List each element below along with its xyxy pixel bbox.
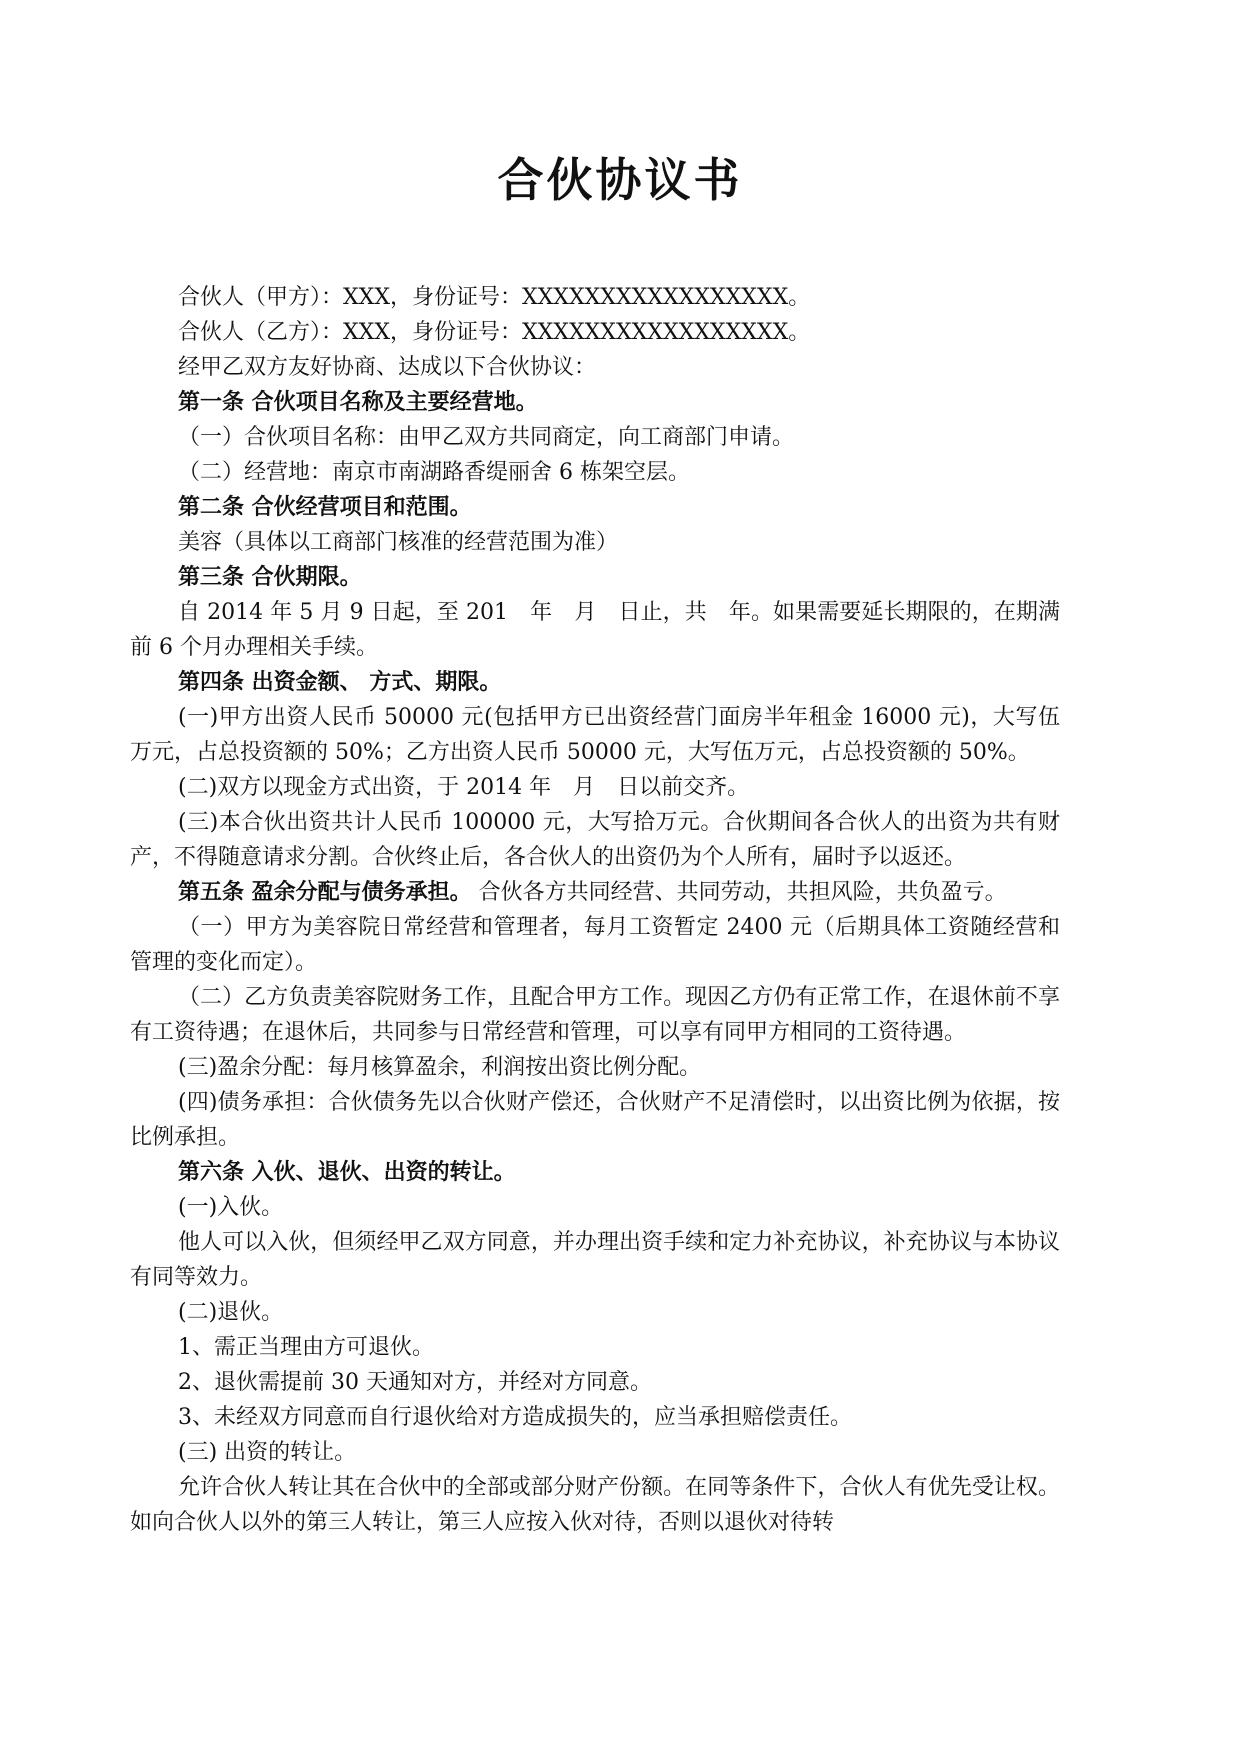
paragraph: （二）经营地：南京市南湖路香缇丽舍 6 栋架空层。 bbox=[178, 460, 690, 485]
paragraph: 允许合伙人转让其在合伙中的全部或部分财产份额。在同等条件下，合伙人有优先受让权。如向合伙人以外的第三人转让，第三人应按入伙对待，否则以退伙对待转 bbox=[130, 1475, 1060, 1535]
document-title: 合伙协议书 bbox=[497, 153, 743, 207]
section-heading: 第二条 合伙经营项目和范围。 bbox=[178, 494, 472, 520]
paragraph: (二)双方以现金方式出资，于 2014 年 月 日以前交齐。 bbox=[178, 775, 750, 800]
paragraph: (一)入伙。 bbox=[178, 1195, 284, 1220]
paragraph: (三)本合伙出资共计人民币 100000 元，大写拾万元。合伙期间各合伙人的出资为共有财产，不得随意请求分割。合伙终止后，各合伙人的出资仍为个人所有，届时予以返还。 bbox=[130, 810, 1060, 870]
paragraph: (一)甲方出资人民币 50000 元(包括甲方已出资经营门面房半年租金 16000 元)，大写伍万元，占总投资额的 50%；乙方出资人民币 50000 元，大写伍万元，占总投资额的 50%。 bbox=[130, 705, 1060, 765]
document-body bbox=[130, 280, 1060, 1540]
paragraph: 3、未经双方同意而自行退伙给对方造成损失的，应当承担赔偿责任。 bbox=[178, 1405, 852, 1430]
section-heading: 第一条 合伙项目名称及主要经营地。 bbox=[178, 389, 538, 415]
paragraph: (四)债务承担：合伙债务先以合伙财产偿还，合伙财产不足清偿时，以出资比例为依据，按比例承担。 bbox=[130, 1090, 1060, 1150]
paragraph: （一）合伙项目名称：由甲乙双方共同商定，向工商部门申请。 bbox=[178, 425, 795, 450]
paragraph: 他人可以入伙，但须经甲乙双方同意，并办理出资手续和定力补充协议，补充协议与本协议有同等效力。 bbox=[130, 1230, 1060, 1290]
paragraph: （一）甲方为美容院日常经营和管理者，每月工资暂定 2400 元（后期具体工资随经营和管理的变化而定）。 bbox=[130, 915, 1060, 975]
paragraph: 合伙人（乙方）：XXX，身份证号：XXXXXXXXXXXXXXXXX。 bbox=[178, 320, 811, 345]
paragraph: 自 2014 年 5 月 9 日起，至 201 年 月 日止，共 年。如果需要延长期限的，在期满前 6 个月办理相关手续。 bbox=[130, 600, 1060, 660]
paragraph bbox=[130, 875, 1060, 910]
paragraph: （二）乙方负责美容院财务工作，且配合甲方工作。现因乙方仍有正常工作，在退休前不享有工资待遇；在退休后，共同参与日常经营和管理，可以享有同甲方相同的工资待遇。 bbox=[130, 985, 1060, 1045]
paragraph: 1、需正当理由方可退伙。 bbox=[178, 1335, 434, 1360]
paragraph: (二)退伙。 bbox=[178, 1300, 284, 1325]
paragraph: 美容（具体以工商部门核准的经营范围为准） bbox=[178, 530, 619, 555]
paragraph: 经甲乙双方友好协商、达成以下合伙协议： bbox=[178, 355, 597, 380]
section-heading-inline: 第五条 盈余分配与债务承担。 bbox=[178, 879, 472, 905]
section-heading: 第三条 合伙期限。 bbox=[178, 564, 362, 590]
section-heading: 第四条 出资金额、 方式、期限。 bbox=[178, 669, 502, 695]
paragraph: 合伙人（甲方）：XXX，身份证号：XXXXXXXXXXXXXXXXX。 bbox=[178, 285, 811, 310]
paragraph: (三)盈余分配：每月核算盈余，利润按出资比例分配。 bbox=[178, 1055, 702, 1080]
paragraph-text: 合伙各方共同经营、共同劳动，共担风险，共负盈亏。 bbox=[471, 880, 1007, 905]
paragraph: (三) 出资的转让。 bbox=[178, 1440, 357, 1465]
paragraph: 2、退伙需提前 30 天通知对方，并经对方同意。 bbox=[178, 1370, 652, 1395]
section-heading: 第六条 入伙、退伙、出资的转让。 bbox=[178, 1159, 516, 1185]
